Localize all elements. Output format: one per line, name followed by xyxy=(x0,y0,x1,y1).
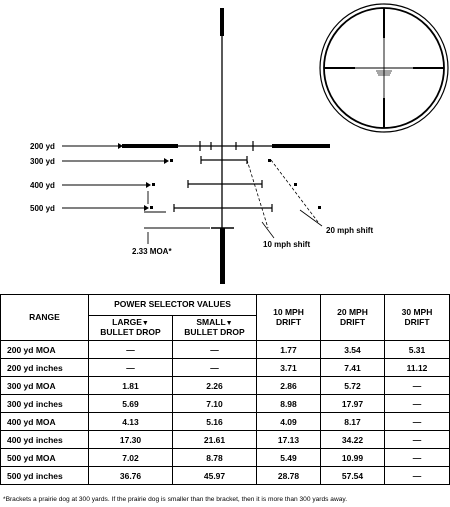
header-small-sub: BULLET DROP xyxy=(184,327,245,338)
header-drift-30-line2: DRIFT xyxy=(404,316,430,327)
table-row xyxy=(1,431,450,449)
header-drift-30-line1: 30 MPH xyxy=(401,306,433,317)
table-row xyxy=(1,395,450,413)
reticle-post-top xyxy=(220,8,224,36)
range-label-300: 300 yd xyxy=(30,157,55,166)
cell-large: 5.69 xyxy=(89,395,173,413)
cell-drift-30: 11.12 xyxy=(385,359,450,377)
row-label: 500 yd inches xyxy=(1,467,89,485)
reticle-dot xyxy=(170,159,173,162)
header-small: SMALL xyxy=(196,317,226,328)
cell-small: 2.26 xyxy=(173,377,257,395)
triangle-down-icon: ▼ xyxy=(141,320,149,328)
header-drift-10-line2: DRIFT xyxy=(275,316,302,327)
table-row xyxy=(1,341,450,359)
cell-large: — xyxy=(89,359,173,377)
cell-drift-10: 1.77 xyxy=(257,341,321,359)
row-label: 200 yd MOA xyxy=(1,341,89,359)
cell-large: 17.30 xyxy=(89,431,173,449)
cell-drift-20: 5.72 xyxy=(321,377,385,395)
cell-large: 4.13 xyxy=(89,413,173,431)
cell-drift-30: — xyxy=(385,431,450,449)
arrowhead xyxy=(118,143,123,149)
header-range: RANGE xyxy=(1,295,89,341)
reticle-post-bottom xyxy=(220,228,225,284)
cell-drift-20: 3.54 xyxy=(321,341,385,359)
shift-10-pointer xyxy=(262,222,274,238)
ballistics-table xyxy=(0,294,450,485)
cell-drift-20: 8.17 xyxy=(321,413,385,431)
reticle-dot xyxy=(150,206,153,209)
scope-inset xyxy=(320,4,448,132)
cell-large: 1.81 xyxy=(89,377,173,395)
cell-small: 45.97 xyxy=(173,467,257,485)
table-row xyxy=(1,359,450,377)
cell-small: 8.78 xyxy=(173,449,257,467)
cell-large: — xyxy=(89,341,173,359)
row-label: 300 yd MOA xyxy=(1,377,89,395)
moa-label: 2.33 MOA* xyxy=(132,247,172,256)
header-drift-10 xyxy=(257,295,321,341)
shift-20-label: 20 mph shift xyxy=(326,226,374,235)
cell-drift-30: — xyxy=(385,395,450,413)
cell-drift-10: 8.98 xyxy=(257,395,321,413)
header-drift-30 xyxy=(385,295,450,341)
reticle-dot xyxy=(318,206,321,209)
cell-drift-10: 5.49 xyxy=(257,449,321,467)
cell-drift-10: 4.09 xyxy=(257,413,321,431)
cell-drift-30: — xyxy=(385,377,450,395)
cell-drift-20: 17.97 xyxy=(321,395,385,413)
reticle-dot xyxy=(294,183,297,186)
shift-10-label: 10 mph shift xyxy=(263,240,311,249)
cell-small: 7.10 xyxy=(173,395,257,413)
cell-drift-10: 3.71 xyxy=(257,359,321,377)
footnote: *Brackets a prairie dog at 300 yards. If the prairie dog is smaller than the bracket, then it is more than 300 yards away. xyxy=(3,496,348,503)
row-label: 200 yd inches xyxy=(1,359,89,377)
header-power-selector: POWER SELECTOR VALUES xyxy=(89,295,257,316)
cell-small: — xyxy=(173,359,257,377)
header-large: LARGE xyxy=(112,317,142,328)
cell-drift-30: — xyxy=(385,449,450,467)
row-label: 400 yd inches xyxy=(1,431,89,449)
range-label-400: 400 yd xyxy=(30,181,55,190)
cell-large: 36.76 xyxy=(89,467,173,485)
arrowhead xyxy=(144,205,149,211)
cell-drift-20: 7.41 xyxy=(321,359,385,377)
cell-small: 21.61 xyxy=(173,431,257,449)
header-small-bullet-drop xyxy=(173,316,257,341)
cell-small: — xyxy=(173,341,257,359)
cell-drift-30: — xyxy=(385,413,450,431)
header-large-bullet-drop xyxy=(89,316,173,341)
reticle-dot xyxy=(268,159,271,162)
cell-drift-10: 17.13 xyxy=(257,431,321,449)
cell-large: 7.02 xyxy=(89,449,173,467)
header-drift-10-line1: 10 MPH xyxy=(273,306,304,317)
cell-drift-30: — xyxy=(385,467,450,485)
shift-20-dashed-line xyxy=(271,160,318,222)
header-drift-20 xyxy=(321,295,385,341)
arrowhead xyxy=(164,158,169,164)
range-arrows xyxy=(62,143,169,211)
row-label: 300 yd inches xyxy=(1,395,89,413)
table-row xyxy=(1,449,450,467)
reticle-dot xyxy=(152,183,155,186)
header-drift-20-line1: 20 MPH xyxy=(337,306,368,317)
cell-drift-10: 28.78 xyxy=(257,467,321,485)
cell-drift-20: 57.54 xyxy=(321,467,385,485)
wind-shift-lines xyxy=(247,160,322,238)
table-row xyxy=(1,467,450,485)
shift-10-dashed-line xyxy=(247,160,268,228)
range-label-200: 200 yd xyxy=(30,142,55,151)
cell-drift-30: 5.31 xyxy=(385,341,450,359)
cell-drift-10: 2.86 xyxy=(257,377,321,395)
table-row xyxy=(1,377,450,395)
reticle-thick-bar-left xyxy=(122,144,178,148)
triangle-down-icon: ▼ xyxy=(225,320,233,328)
reticle-thick-bar-right xyxy=(272,144,330,148)
row-label: 400 yd MOA xyxy=(1,413,89,431)
range-label-500: 500 yd xyxy=(30,204,55,213)
cell-drift-20: 10.99 xyxy=(321,449,385,467)
arrowhead xyxy=(146,182,151,188)
cell-drift-20: 34.22 xyxy=(321,431,385,449)
table-row xyxy=(1,413,450,431)
cell-small: 5.16 xyxy=(173,413,257,431)
row-label: 500 yd MOA xyxy=(1,449,89,467)
header-drift-20-line2: DRIFT xyxy=(339,316,366,327)
header-large-sub: BULLET DROP xyxy=(100,327,161,338)
